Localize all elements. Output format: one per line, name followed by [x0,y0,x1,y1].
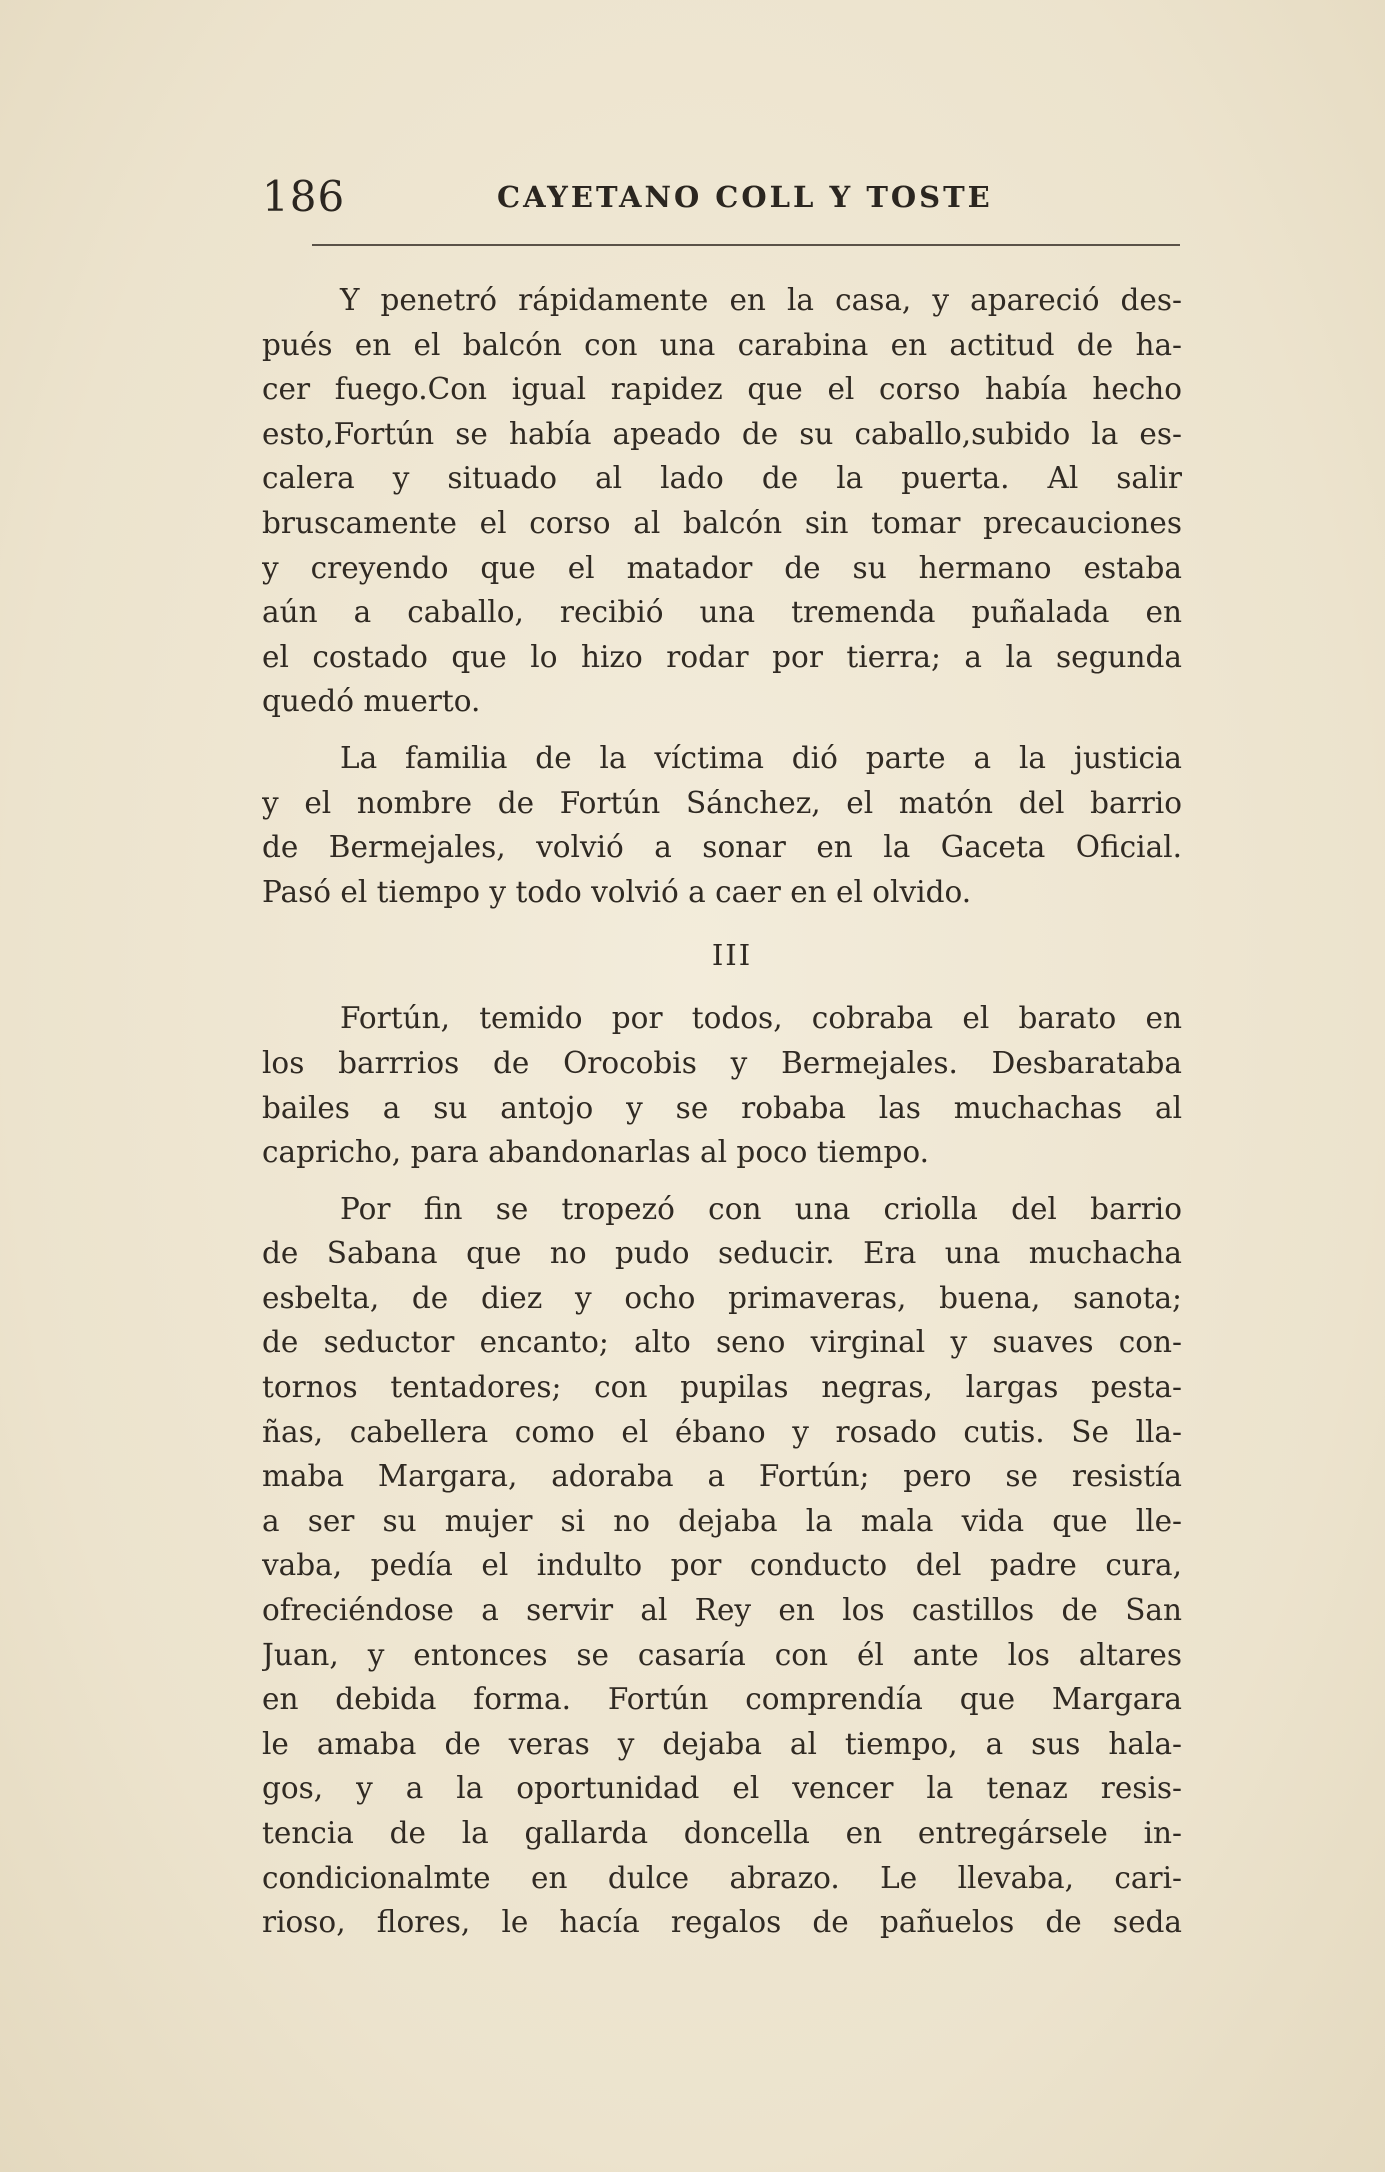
text-line: los barrrios de Orocobis y Bermejales. Desbarataba [262,1045,1182,1080]
header-rule [312,244,1180,246]
text-line: Juan, y entonces se casaría con él ante los altares [262,1637,1182,1672]
text-line: el costado que lo hizo rodar por tierra; a la segunda [262,639,1182,674]
text-line: tencia de la gallarda doncella en entregársele in- [262,1816,1182,1850]
text-line: pués en el balcón con una carabina en actitud de ha- [262,327,1182,362]
text-line: y el nombre de Fortún Sánchez, el matón del barrio [262,785,1182,820]
running-title: CAYETANO COLL Y TOSTE [497,180,993,214]
text-line: de Bermejales, volvió a sonar en la Gaceta Oficial. [262,830,1182,865]
text-line: capricho, para abandonarlas al poco tiempo. [262,1135,929,1170]
text-line: cer fuego.Con igual rapidez que el corso había hecho [262,372,1182,407]
text-line: Por fin se tropezó con una criolla del barrio [340,1191,1182,1226]
paragraph-4 [262,1187,1182,1945]
text-line: Pasó el tiempo y todo volvió a caer en el olvido. [262,874,972,909]
section-number: III [711,938,753,973]
text-line: a ser su mujer si no dejaba la mala vida que lle- [262,1503,1182,1538]
text-line: quedó muerto. [262,684,481,719]
text-line: Fortún, temido por todos, cobraba el barato en [340,1001,1182,1036]
text-line: le amaba de veras y dejaba al tiempo, a sus hala- [262,1726,1182,1761]
text-line: gos, y a la oportunidad el vencer la tenaz resis- [262,1771,1182,1806]
text-line: de Sabana que no pudo seducir. Era una muchacha [262,1236,1182,1271]
text-line: bruscamente el corso al balcón sin tomar precauciones [262,505,1182,540]
text-line: Y penetró rápidamente en la casa, y apareció des- [340,283,1182,317]
text-line: de seductor encanto; alto seno virginal y suaves con- [262,1325,1182,1360]
text-line: bailes a su antojo y se robaba las muchachas al [262,1090,1182,1125]
text-line: en debida forma. Fortún comprendía que Margara [262,1682,1182,1717]
text-line: La familia de la víctima dió parte a la justicia [340,740,1182,775]
text-line: y creyendo que el matador de su hermano estaba [262,550,1182,585]
text-line: condicionalmte en dulce abrazo. Le llevaba, cari- [262,1860,1182,1895]
text-line: rioso, flores, le hacía regalos de pañuelos de seda [262,1905,1182,1940]
text-line: tornos tentadores; con pupilas negras, largas pesta- [262,1370,1182,1405]
paragraph-2 [262,736,1182,914]
paragraph-3 [262,996,1182,1174]
page-number: 186 [262,172,346,221]
text-line: maba Margara, adoraba a Fortún; pero se resistía [262,1459,1182,1494]
text-line: ofreciéndose a servir al Rey en los castillos de San [262,1593,1182,1628]
text-line: ñas, cabellera como el ébano y rosado cutis. Se lla- [262,1414,1182,1449]
text-line: vaba, pedía el indulto por conducto del padre cura, [262,1548,1182,1583]
text-line: esto,Fortún se había apeado de su caballo,subido la es- [262,416,1182,451]
page-header [262,172,1180,232]
text-line: aún a caballo, recibió una tremenda puñalada en [262,595,1182,630]
paragraph-1 [262,278,1182,724]
text-line: esbelta, de diez y ocho primaveras, buena, sanota; [262,1280,1182,1315]
text-line: calera y situado al lado de la puerta. Al salir [262,461,1182,496]
body-text [262,278,1182,1945]
